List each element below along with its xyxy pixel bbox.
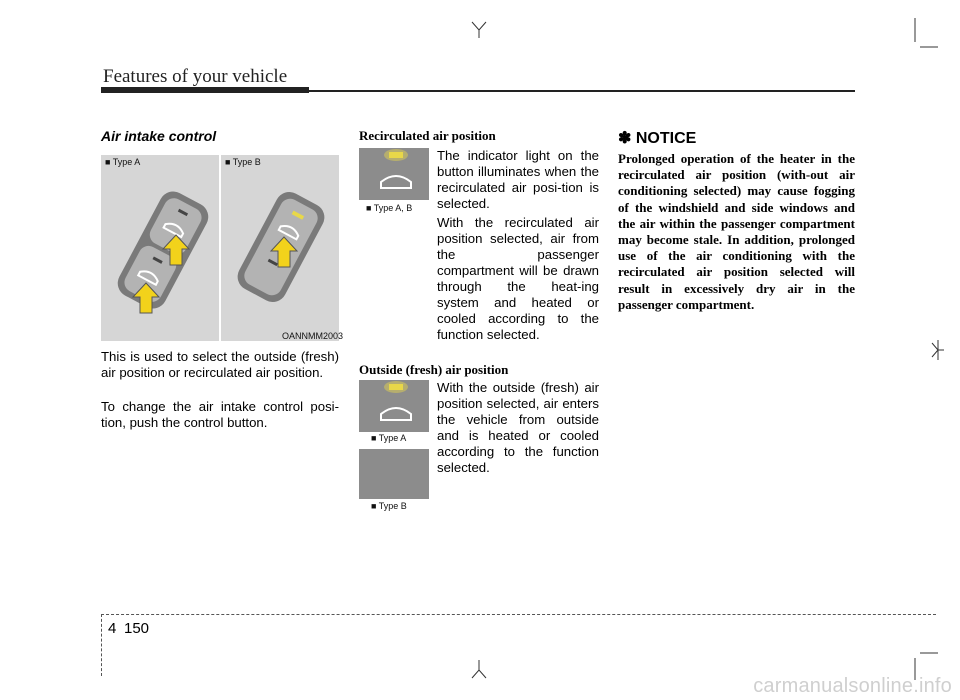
recirc-heading: Recirculated air position <box>359 128 496 143</box>
footer-dashed-rule <box>101 614 936 615</box>
figure-type-b-label: ■ Type B <box>225 157 261 167</box>
recirc-paragraph-2: With the recirculated air position selected, air from the passenger compartment will be drawn through the heat-ing system and heated or cooled according to the function selected. <box>437 215 599 342</box>
car-recirc-icon <box>381 176 411 188</box>
outside-illustration-a <box>359 380 429 432</box>
reg-mark-top-right <box>915 18 938 47</box>
outside-caption-a: ■ Type A <box>371 433 407 443</box>
type-a-switch <box>113 187 213 314</box>
outside-heading: Outside (fresh) air position <box>359 362 509 377</box>
car-fresh-icon <box>381 408 411 420</box>
reg-mark-right <box>932 340 944 360</box>
recirc-illustration <box>359 148 429 200</box>
air-intake-illustration <box>101 155 339 341</box>
outside-paragraph: With the outside (fresh) air position selected, air enters the vehicle from outside and is heated or cooled according to the function selected. <box>437 380 599 475</box>
section-title: Air intake control <box>101 128 217 144</box>
recirc-paragraph-1: The indicator light on the button illuminates when the recirculated air posi-tion is selected. <box>437 148 599 211</box>
site-watermark: carmanualsonline.info <box>753 675 952 697</box>
switch-housing <box>113 187 213 314</box>
reg-mark-bottom <box>472 660 486 678</box>
footer-dashed-vertical <box>101 614 102 676</box>
intro-paragraph: This is used to select the outside (fresh) air position or recirculated air position. <box>101 349 339 380</box>
page-number: 150 <box>124 620 150 637</box>
outside-caption-b: ■ Type B <box>371 501 407 511</box>
notice-text: Prolonged operation of the heater in the recirculated air position (with-out air conditioning selected) may cause fogging of the windshield and side windows and the air within the passenger compartment may become stale. In addition, prolonged use of the air conditioning with the recirculated air position selected will result in excessively dry air in the passenger compartment. <box>618 151 855 312</box>
figure-type-a-label: ■ Type A <box>105 157 141 167</box>
page-header-title: Features of your vehicle <box>103 66 288 87</box>
instruction-paragraph: To change the air intake control posi-tion, push the control button. <box>101 399 339 430</box>
recirc-button-thumbnail <box>359 148 429 200</box>
notice-title: ✽ NOTICE <box>618 130 697 147</box>
chapter-number: 4 <box>108 620 117 637</box>
figure-code: OANNMM2003 <box>282 331 344 341</box>
recirc-caption: ■ Type A, B <box>366 203 413 213</box>
outside-button-thumbnail-b <box>359 449 429 499</box>
reg-mark-top <box>472 22 486 38</box>
outside-button-thumbnail-a <box>359 380 429 432</box>
